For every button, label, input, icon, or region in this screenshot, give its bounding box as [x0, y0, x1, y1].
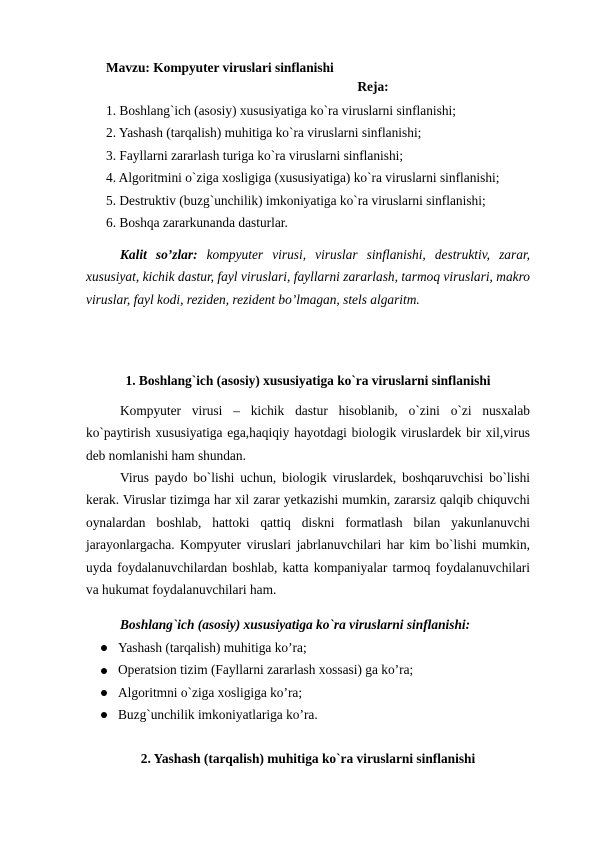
section-1-paragraph-1: Kompyuter virusi – kichik dastur hisoblanib, o`zini o`zi nusxalab ko`paytirish xususiyatiga ega,haqiqiy hayotdagi biologik viruslardek bir xil,virus deb nomlanishi ham shundan.	[86, 403, 530, 463]
plan-item: 4. Algoritmini o`ziga xosligiga (xususiyatiga) ko`ra viruslarni sinflanishi;	[106, 170, 500, 186]
plan-item: 2. Yashash (tarqalish) muhitiga ko`ra viruslarni sinflanishi;	[106, 125, 422, 141]
topic-title: Mavzu: Kompyuter viruslari sinflanishi	[106, 60, 334, 75]
bullet-dot-icon	[101, 712, 107, 718]
bullet-text: Buzg`unchilik imkoniyatlariga ko’ra.	[118, 707, 318, 723]
bullet-dot-icon	[101, 645, 107, 651]
bullet-item	[100, 659, 413, 681]
plan-item: 6. Boshqa zararkunanda dasturlar.	[106, 214, 288, 230]
section-1-subheading: Boshlang`ich (asosiy) xususiyatiga ko`ra viruslarni sinflanishi:	[120, 617, 471, 632]
plan-title: Reja:	[357, 79, 389, 94]
section-1-heading: 1. Boshlang`ich (asosiy) xususiyatiga ko`ra viruslarni sinflanishi	[125, 373, 491, 388]
plan-item: 5. Destruktiv (buzg`unchilik) imkoniyatiga ko`ra viruslarni sinflanishi;	[106, 192, 486, 208]
keywords-text: kompyuter virusi, viruslar sinflanishi, destruktiv, zarar, xususiyat, kichik dastur, fayl viruslari, fayllarni zararlash, tarmoq viruslari, makro viruslar, fayl kodi, reziden, rezident bo’lmagan, stels algaritm.	[86, 247, 530, 307]
plan-item: 1. Boshlang`ich (asosiy) xususiyatiga ko`ra viruslarni sinflanishi;	[106, 103, 456, 118]
keywords-label: Kalit so’zlar:	[120, 247, 198, 262]
bullet-dot-icon	[101, 668, 107, 674]
bullet-text: Yashash (tarqalish) muhitiga ko’ra;	[118, 640, 307, 655]
bullet-item	[100, 682, 413, 704]
keywords-paragraph	[86, 244, 530, 311]
plan-item: 3. Fayllarni zararlash turiga ko`ra viruslarni sinflanishi;	[106, 147, 404, 163]
bullet-list	[100, 637, 413, 727]
bullet-text: Algoritmni o`ziga xosligiga ko’ra;	[118, 684, 303, 700]
section-1-paragraph-2: Virus paydo bo`lishi uchun, biologik viruslardek, boshqaruvchisi bo`lishi kerak. Viruslar tizimga har xil zarar yetkazishi mumkin, zararsiz qalqib chiquvchi oynalardan boshlab, hattoki qattiq diskni formatlash bilan yakunlanuvchi jarayonlargacha. Kompyuter viruslari jabrlanuvchilari har kim bo`lishi mumkin, uyda foydalanuvchilardan boshlab, katta kompaniyalar tarmoq foydalanuvchilari va hukumat foydalanuvchilari ham.	[86, 470, 530, 598]
bullet-text: Operatsion tizim (Fayllarni zararlash xossasi) ga ko’ra;	[118, 662, 414, 678]
section-2-heading: 2. Yashash (tarqalish) muhitiga ko`ra viruslarni sinflanishi	[140, 751, 476, 766]
bullet-item	[100, 704, 413, 726]
bullet-dot-icon	[101, 690, 107, 696]
bullet-item	[100, 637, 413, 659]
plan-list	[106, 100, 499, 234]
